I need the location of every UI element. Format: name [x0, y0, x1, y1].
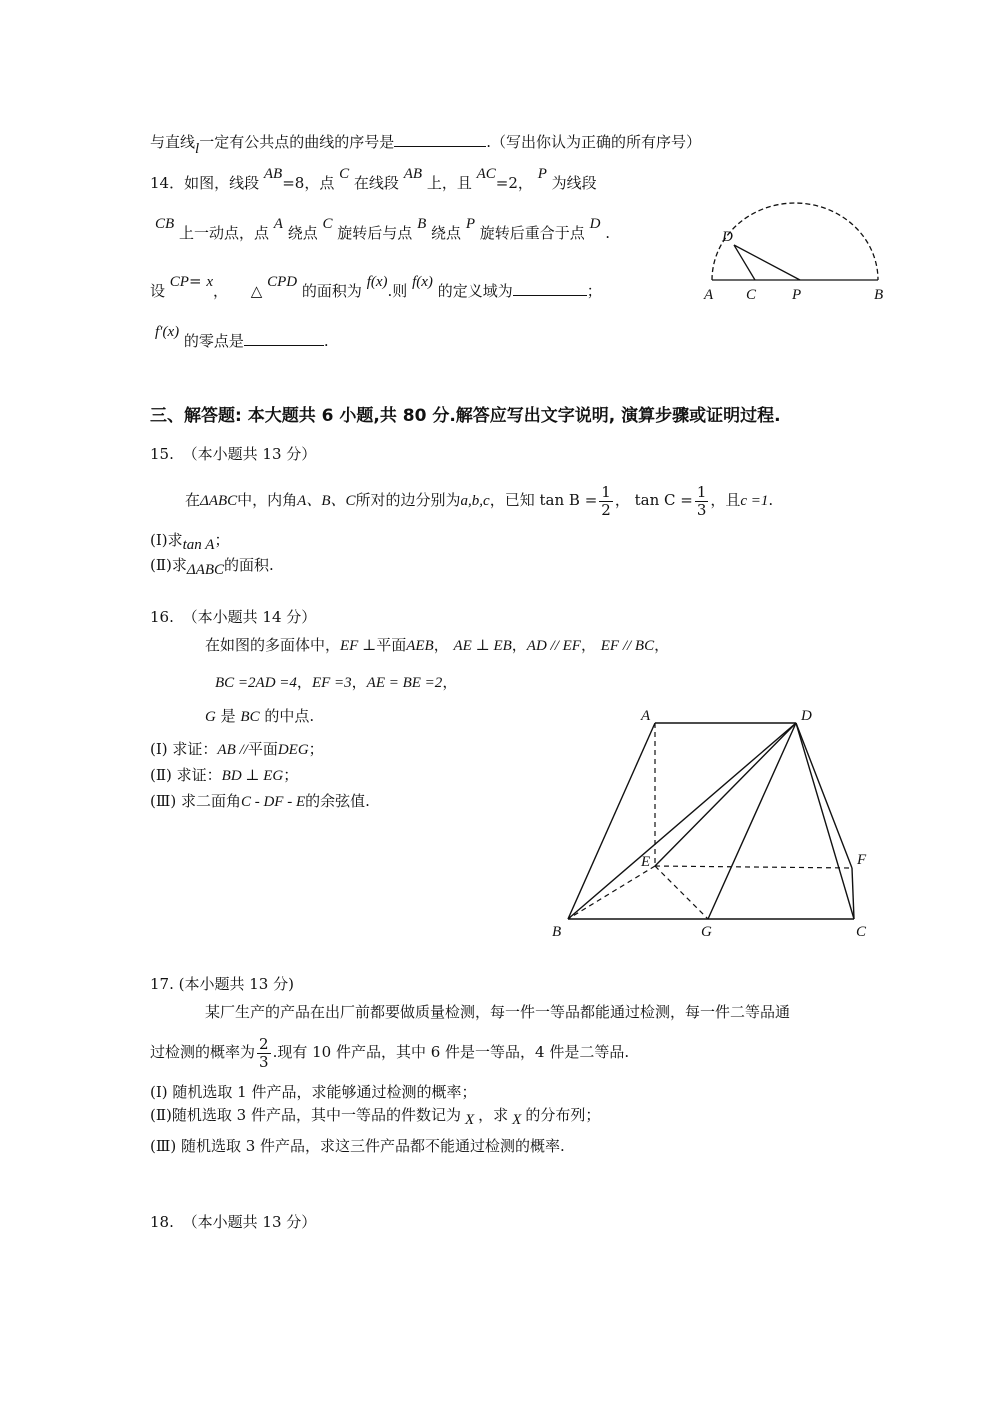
text: (Ⅰ) 求证：: [150, 740, 218, 758]
text: ，: [296, 673, 312, 691]
q15-stem: [185, 480, 773, 521]
points: （本小题共 13 分）: [182, 445, 317, 463]
text: 平面: [247, 740, 278, 758]
edge-ab: [568, 723, 655, 919]
label-a: A: [704, 287, 714, 303]
q17-header: [150, 977, 294, 992]
numerator: 1: [696, 483, 707, 501]
math: c =1: [740, 493, 769, 509]
q14-line-2: [155, 216, 610, 242]
text: ，: [580, 636, 596, 654]
text: 旋转后重合于点: [479, 224, 585, 242]
math: C - DF - E: [240, 794, 306, 810]
q13-text: 一定有公共点的曲线的序号是: [199, 133, 395, 151]
points: （本小题共 14 分）: [182, 608, 317, 626]
numerator: 1: [601, 483, 611, 501]
text: ；: [214, 531, 230, 549]
math: B: [417, 216, 427, 232]
label-c: C: [856, 924, 867, 940]
fraction-one-third: [695, 484, 709, 518]
q13-text: .（写出你认为正确的所有序号）: [486, 133, 701, 151]
text: 设: [150, 282, 166, 300]
q16-line-1: [205, 638, 669, 654]
math: x: [206, 274, 213, 290]
text: 在如图的多面体中，: [205, 636, 341, 654]
text: =8，点: [282, 174, 335, 192]
q15-part-1: [150, 531, 230, 553]
math: G: [205, 709, 216, 725]
text: (Ⅱ)求: [150, 556, 187, 574]
math: AB: [403, 166, 423, 182]
points: （本小题共 13 分）: [182, 1213, 317, 1231]
math: BD ⊥ EG: [221, 768, 284, 784]
math: f′(x): [155, 324, 180, 340]
q17-part-2: [150, 1106, 601, 1128]
label-f: F: [857, 852, 867, 868]
math: CPD: [267, 274, 298, 290]
math: f(x): [366, 274, 388, 290]
denominator: 3: [696, 500, 707, 519]
math: A: [273, 216, 283, 232]
fraction-two-thirds: [257, 1036, 271, 1070]
edge-eg-dashed: [655, 866, 708, 919]
text: 的余弦值.: [305, 792, 370, 810]
points: (本小题共 13 分): [178, 975, 294, 993]
q15-part-2: [150, 556, 274, 578]
text: 在线段: [353, 174, 399, 192]
math: AE = BE =2: [366, 675, 443, 691]
text: 上一动点，点: [178, 224, 269, 242]
text: ，求: [478, 1106, 509, 1124]
math: ΔABC: [186, 562, 225, 578]
text: ；: [308, 740, 324, 758]
q14-line-4: [155, 324, 329, 350]
math: X: [512, 1112, 522, 1128]
math: EF // BC: [600, 638, 655, 654]
text: ，已知: [489, 491, 535, 509]
text: 的分布列；: [525, 1106, 601, 1124]
math: EF ⊥: [340, 638, 377, 654]
numerator: 2: [259, 1035, 269, 1053]
text: △: [250, 282, 263, 300]
edge-dg: [708, 723, 796, 919]
text: 过检测的概率为: [150, 1043, 256, 1061]
text: .现有 10 件产品，其中 6 件是一等品，4 件是二等品.: [272, 1043, 630, 1061]
text: .则: [387, 282, 408, 300]
label-a: A: [641, 708, 651, 724]
edge-df: [796, 723, 852, 868]
q16-part-1: [150, 742, 324, 758]
text: ，且: [710, 491, 741, 509]
label-e: E: [641, 854, 651, 870]
text: ，: [654, 636, 670, 654]
math: DEG: [277, 742, 309, 758]
math: AD // EF: [526, 638, 581, 654]
text: 的中点.: [264, 707, 315, 725]
math: AC: [476, 166, 496, 182]
math: D: [589, 216, 601, 232]
math: CB: [155, 216, 175, 232]
denominator: 2: [601, 500, 611, 519]
text: 为线段: [551, 174, 597, 192]
answer-blank: [394, 132, 486, 147]
q14-line-1: [150, 166, 597, 192]
math: AEB: [406, 638, 434, 654]
denominator: 3: [259, 1052, 269, 1071]
text: 绕点: [431, 224, 462, 242]
text: .: [768, 491, 774, 509]
q16-part-2: [150, 768, 298, 784]
text: 如图，线段: [184, 174, 260, 192]
text: 绕点: [287, 224, 318, 242]
q17-part-3: (Ⅲ) 随机选取 3 件产品，求这三件产品都不能通过检测的概率.: [150, 1137, 565, 1155]
text: =2，: [495, 174, 533, 192]
text: (Ⅱ) 求证：: [150, 766, 222, 784]
answer-blank: [244, 331, 324, 346]
text: 的定义域为: [437, 282, 513, 300]
text: ，: [351, 673, 367, 691]
question-number: 14．: [150, 174, 185, 192]
label-d: D: [722, 229, 733, 245]
label-b: B: [552, 924, 562, 940]
math: AB //: [217, 742, 248, 758]
q13-text: 与直线: [150, 133, 196, 151]
q14-diagram: [700, 198, 900, 308]
q13-tail-line: [150, 132, 701, 157]
label-c: C: [746, 287, 757, 303]
math: tan C =: [634, 491, 693, 509]
math: a,b,c: [460, 493, 490, 509]
math: BC =2AD =4: [215, 675, 297, 691]
var-l: l: [195, 141, 200, 157]
edge-dc: [796, 723, 854, 919]
math: C: [339, 166, 350, 182]
math: tan A: [182, 537, 215, 553]
edge-db: [568, 723, 796, 919]
text: (Ⅰ)求: [150, 531, 183, 549]
math: AB: [263, 166, 283, 182]
text: 上，且: [426, 174, 472, 192]
q17-line-2: [150, 1030, 629, 1074]
math: X: [464, 1112, 475, 1128]
q14-line-3: [150, 272, 602, 300]
text: ，: [511, 636, 527, 654]
text: 的面积为: [301, 282, 362, 300]
math: A、B、C: [297, 493, 356, 509]
math: tan B =: [539, 491, 598, 509]
text: ，: [213, 282, 229, 300]
text: 旋转后与点: [337, 224, 413, 242]
q15-header: [150, 447, 316, 462]
label-d: D: [801, 708, 812, 724]
text: .: [605, 224, 610, 242]
text: 所对的边分别为: [355, 491, 461, 509]
math: EF =3: [311, 675, 352, 691]
label-b: B: [874, 287, 884, 303]
text: 是: [220, 707, 236, 725]
math: f(x): [412, 274, 433, 290]
math: P: [537, 166, 547, 182]
section-heading: 三、解答题: 本大题共 6 小题,共 80 分.解答应写出文字说明, 演算步骤或证明过程.: [150, 406, 781, 426]
text: ，: [614, 491, 630, 509]
q16-diagram: [540, 700, 880, 950]
text: 的零点是: [183, 332, 244, 350]
q17-part-1: (Ⅰ) 随机选取 1 件产品，求能够通过检测的概率；: [150, 1083, 477, 1101]
edge-ef-dashed: [655, 866, 852, 868]
text: 中，内角: [237, 491, 298, 509]
q16-line-2: [215, 675, 457, 691]
text: (Ⅱ)随机选取 3 件产品，其中一等品的件数记为: [150, 1106, 461, 1124]
math: C: [322, 216, 333, 232]
q16-line-3: [205, 709, 314, 725]
math: ΔABC: [200, 493, 238, 509]
question-number: 16.: [150, 608, 174, 626]
math: P: [465, 216, 476, 232]
semicircle-dashed: [712, 203, 878, 280]
question-number: 18.: [150, 1213, 174, 1231]
q17-line-1: 某厂生产的产品在出厂前都要做质量检测，每一件一等品都能通过检测，每一件二等品通: [205, 1003, 791, 1021]
text: (Ⅲ) 求二面角: [150, 792, 241, 810]
q18-header: [150, 1215, 316, 1230]
text: .: [323, 332, 329, 350]
edge-eb-dashed: [568, 866, 655, 919]
label-g: G: [701, 924, 712, 940]
question-number: 15.: [150, 445, 174, 463]
math: AE ⊥ EB: [453, 638, 512, 654]
math: BC: [240, 709, 260, 725]
label-p: P: [792, 287, 802, 303]
text: ；: [283, 766, 299, 784]
text: =: [188, 272, 202, 290]
answer-blank: [513, 281, 587, 296]
fraction-one-half: [599, 484, 613, 518]
text: 平面: [376, 636, 407, 654]
text: ，: [442, 673, 458, 691]
question-number: 17.: [150, 975, 174, 993]
text: ，: [433, 636, 449, 654]
q16-part-3: [150, 794, 370, 810]
text: ；: [586, 282, 602, 300]
edge-de: [655, 723, 796, 866]
text: 的面积.: [224, 556, 274, 574]
q16-header: [150, 610, 316, 625]
math: CP: [169, 274, 189, 290]
text: 在: [185, 491, 201, 509]
